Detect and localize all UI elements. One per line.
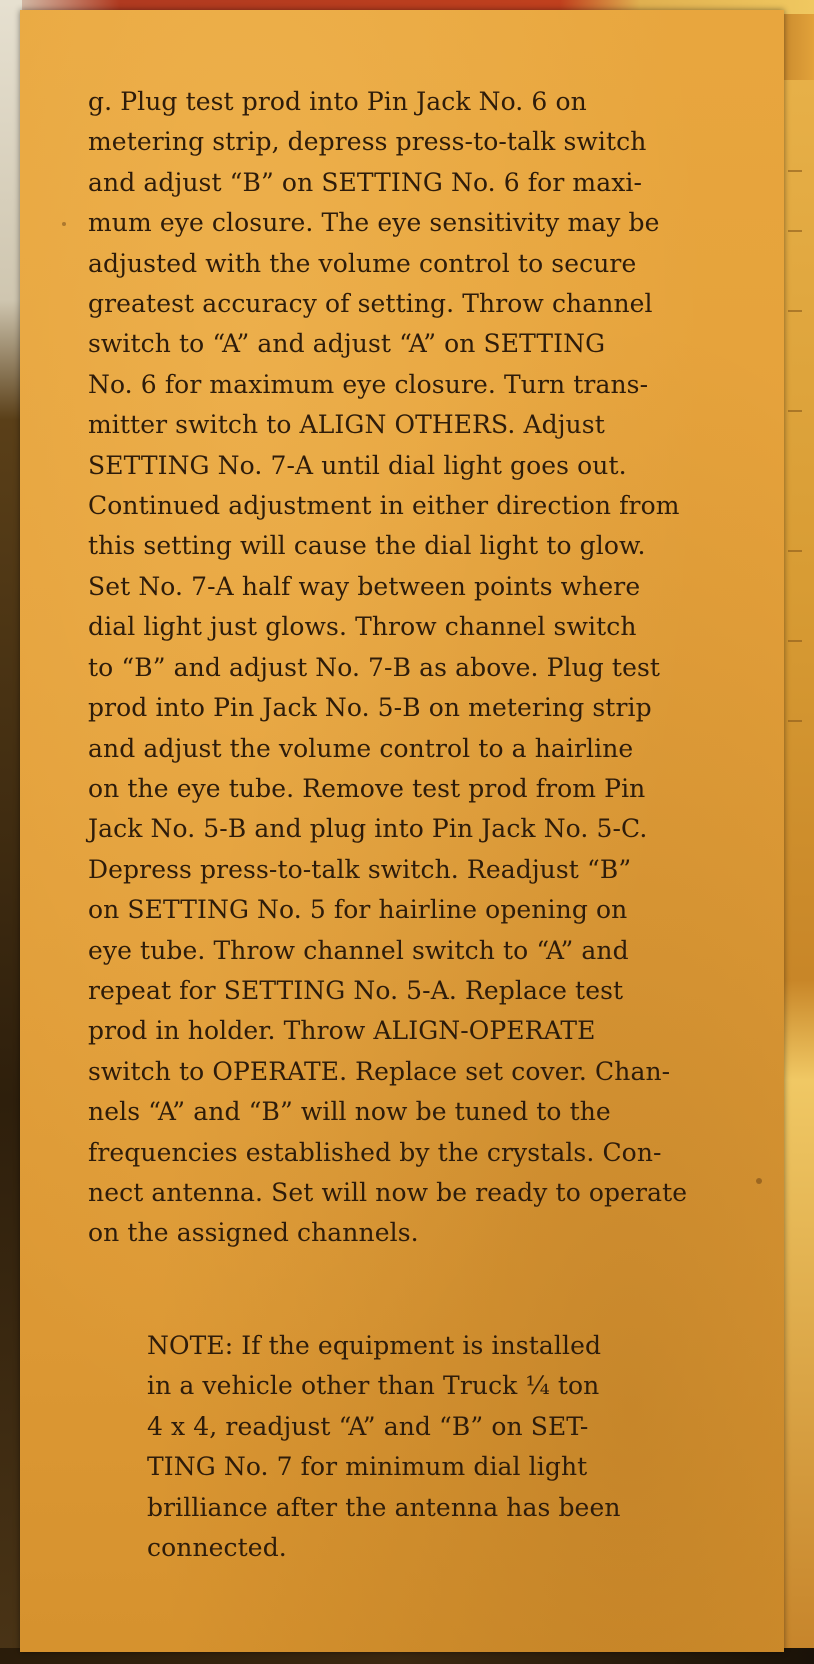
instruction-line: frequencies established by the crystals. Con-: [88, 1137, 662, 1167]
instruction-line: switch to OPERATE. Replace set cover. Chan-: [88, 1056, 671, 1086]
note-line: in a vehicle other than Truck ¼ ton: [147, 1371, 600, 1401]
ruler-tick: [788, 720, 802, 722]
instruction-line: this setting will cause the dial light to glow.: [88, 531, 646, 561]
instruction-line: eye tube. Throw channel switch to “A” and: [88, 935, 629, 965]
instruction-line: nect antenna. Set will now be ready to operate: [88, 1177, 688, 1207]
instruction-line: greatest accuracy of setting. Throw channel: [88, 289, 653, 319]
instruction-card: [20, 10, 784, 1652]
instruction-line: Jack No. 5-B and plug into Pin Jack No. 5-C.: [88, 814, 648, 844]
instruction-line: to “B” and adjust No. 7-B as above. Plug test: [88, 652, 661, 682]
paper-blemish: [756, 1178, 762, 1184]
ruler-tick: [788, 640, 802, 642]
instruction-line: on the assigned channels.: [88, 1218, 419, 1248]
ruler-tick: [788, 230, 802, 232]
instruction-line: repeat for SETTING No. 5-A. Replace test: [88, 975, 624, 1005]
paper-blemish: [62, 222, 66, 226]
instruction-line: adjusted with the volume control to secure: [88, 248, 637, 278]
instruction-line: prod in holder. Throw ALIGN-OPERATE: [88, 1016, 596, 1046]
instruction-line: SETTING No. 7-A until dial light goes out.: [88, 450, 627, 480]
instruction-line: metering strip, depress press-to-talk switch: [88, 127, 647, 157]
ruler-tick: [788, 310, 802, 312]
ruler-tick: [788, 550, 802, 552]
note-line: connected.: [147, 1533, 287, 1563]
background-right-edge: [780, 80, 814, 1664]
instruction-line: g. Plug test prod into Pin Jack No. 6 on: [88, 87, 587, 116]
instruction-line: switch to “A” and adjust “A” on SETTING: [88, 329, 606, 359]
instruction-line: on SETTING No. 5 for hairline opening on: [88, 895, 628, 925]
instruction-line: Continued adjustment in either direction from: [88, 491, 680, 521]
instruction-line: Set No. 7-A half way between points where: [88, 571, 641, 601]
instruction-line: nels “A” and “B” will now be tuned to the: [88, 1097, 611, 1127]
ruler-tick: [788, 170, 802, 172]
note-line: TING No. 7 for minimum dial light: [147, 1452, 588, 1482]
instruction-line: mum eye closure. The eye sensitivity may be: [88, 208, 660, 238]
instructions-paragraph: [88, 82, 728, 1254]
instruction-line: mitter switch to ALIGN OTHERS. Adjust: [88, 410, 605, 440]
background-left-edge: [0, 0, 22, 1664]
note-paragraph: [147, 1326, 687, 1568]
instruction-line: on the eye tube. Remove test prod from Pin: [88, 773, 646, 803]
instruction-line: Depress press-to-talk switch. Readjust “B”: [88, 854, 632, 884]
instruction-line: and adjust “B” on SETTING No. 6 for maxi-: [88, 167, 643, 197]
note-line: 4 x 4, readjust “A” and “B” on SET-: [147, 1411, 589, 1441]
instruction-line: prod into Pin Jack No. 5-B on metering strip: [88, 693, 652, 723]
ruler-tick: [788, 410, 802, 412]
instruction-line: No. 6 for maximum eye closure. Turn trans-: [88, 369, 649, 399]
note-line: NOTE: If the equipment is installed: [147, 1331, 602, 1360]
instruction-line: dial light just glows. Throw channel switch: [88, 612, 637, 642]
instruction-line: and adjust the volume control to a hairline: [88, 733, 634, 763]
note-line: brilliance after the antenna has been: [147, 1492, 621, 1522]
